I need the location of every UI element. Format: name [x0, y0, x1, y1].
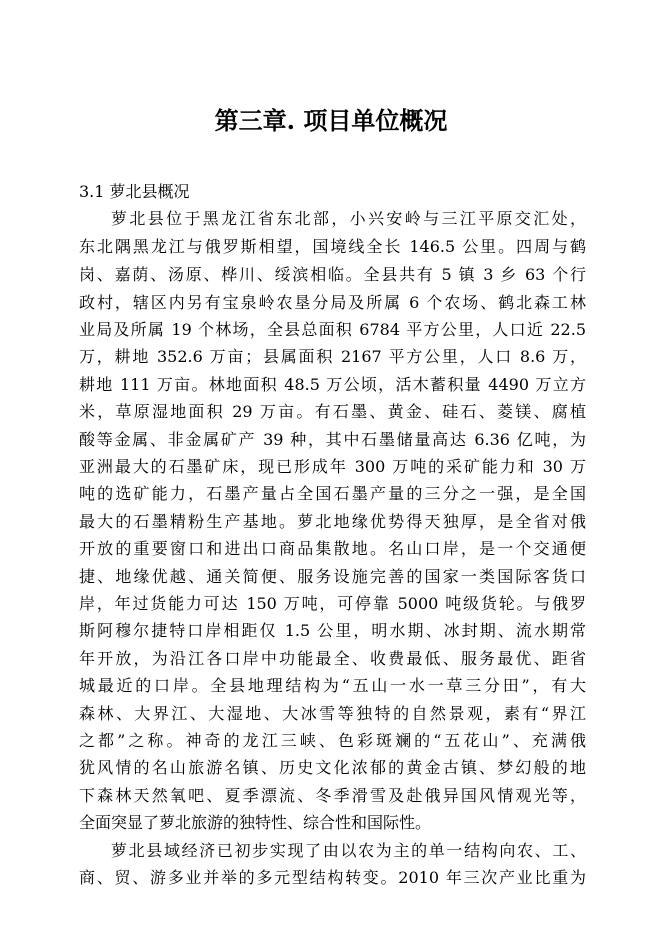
paragraph-line: 米，草原湿地面积 29 万亩。有石墨、黄金、硅石、菱镁、腐植 [79, 402, 586, 421]
paragraph-line: 商、贸、游多业并举的多元型结构转变。2010 年三次产业比重为 [79, 868, 586, 887]
paragraph-line: 亚洲最大的石墨矿床，现已形成年 300 万吨的采矿能力和 30 万 [79, 457, 586, 476]
paragraph-line: 耕地 111 万亩。林地面积 48.5 万公顷，活木蓄积量 4490 万立方 [79, 375, 586, 394]
paragraph-line: 全面突显了萝北旅游的独特性、综合性和国际性。 [79, 813, 432, 832]
paragraph-line: 岸，年过货能力可达 150 万吨，可停靠 5000 吨级货轮。与俄罗 [79, 594, 586, 613]
paragraph-line: 万，耕地 352.6 万亩；县属面积 2167 平方公里，人口 8.6 万， [79, 347, 586, 366]
paragraph-line: 下森林天然氧吧、夏季漂流、冬季滑雪及赴俄异国风情观光等， [79, 786, 586, 805]
section-heading: 3.1 萝北县概况 [79, 182, 190, 201]
paragraph-line: 捷、地缘优越、通关简便、服务设施完善的国家一类国际客货口 [79, 567, 586, 586]
paragraph-line: 萝北县域经济已初步实现了由以农为主的单一结构向农、工、 [111, 841, 586, 860]
chapter-title: 第三章. 项目单位概况 [214, 106, 448, 135]
paragraph-line: 最大的石墨精粉生产基地。萝北地缘优势得天独厚，是全省对俄 [79, 512, 586, 531]
paragraph-line: 吨的选矿能力，石墨产量占全国石墨产量的三分之一强，是全国 [79, 484, 586, 503]
paragraph-line: 年开放，为沿江各口岸中功能最全、收费最低、服务最优、距省 [79, 649, 586, 668]
paragraph-line: 酸等金属、非金属矿产 39 种，其中石墨储量高达 6.36 亿吨，为 [79, 430, 586, 449]
paragraph-line: 东北隅黑龙江与俄罗斯相望，国境线全长 146.5 公里。四周与鹤 [79, 237, 586, 256]
paragraph-line: 业局及所属 19 个林场，全县总面积 6784 平方公里，人口近 22.5 [79, 320, 586, 339]
paragraph-line: 犹风情的名山旅游名镇、历史文化浓郁的黄金古镇、梦幻般的地 [79, 758, 586, 777]
paragraph-line: 之都”之称。神奇的龙江三峡、色彩斑斓的“五花山”、充满俄 [79, 731, 586, 750]
paragraph-line: 斯阿穆尔捷特口岸相距仅 1.5 公里，明水期、冰封期、流水期常 [79, 621, 586, 640]
paragraph-line: 森林、大界江、大湿地、大冰雪等独特的自然景观，素有“界江 [79, 704, 586, 723]
paragraph-line: 开放的重要窗口和进出口商品集散地。名山口岸，是一个交通便 [79, 539, 586, 558]
paragraph-line: 政村，辖区内另有宝泉岭农垦分局及所属 6 个农场、鹤北森工林 [79, 293, 586, 312]
paragraph-line: 岗、嘉荫、汤原、桦川、绥滨相临。全县共有 5 镇 3 乡 63 个行 [79, 265, 586, 284]
paragraph-line: 萝北县位于黑龙江省东北部，小兴安岭与三江平原交汇处， [111, 209, 586, 228]
paragraph-line: 城最近的口岸。全县地理结构为“五山一水一草三分田”，有大 [79, 676, 586, 695]
